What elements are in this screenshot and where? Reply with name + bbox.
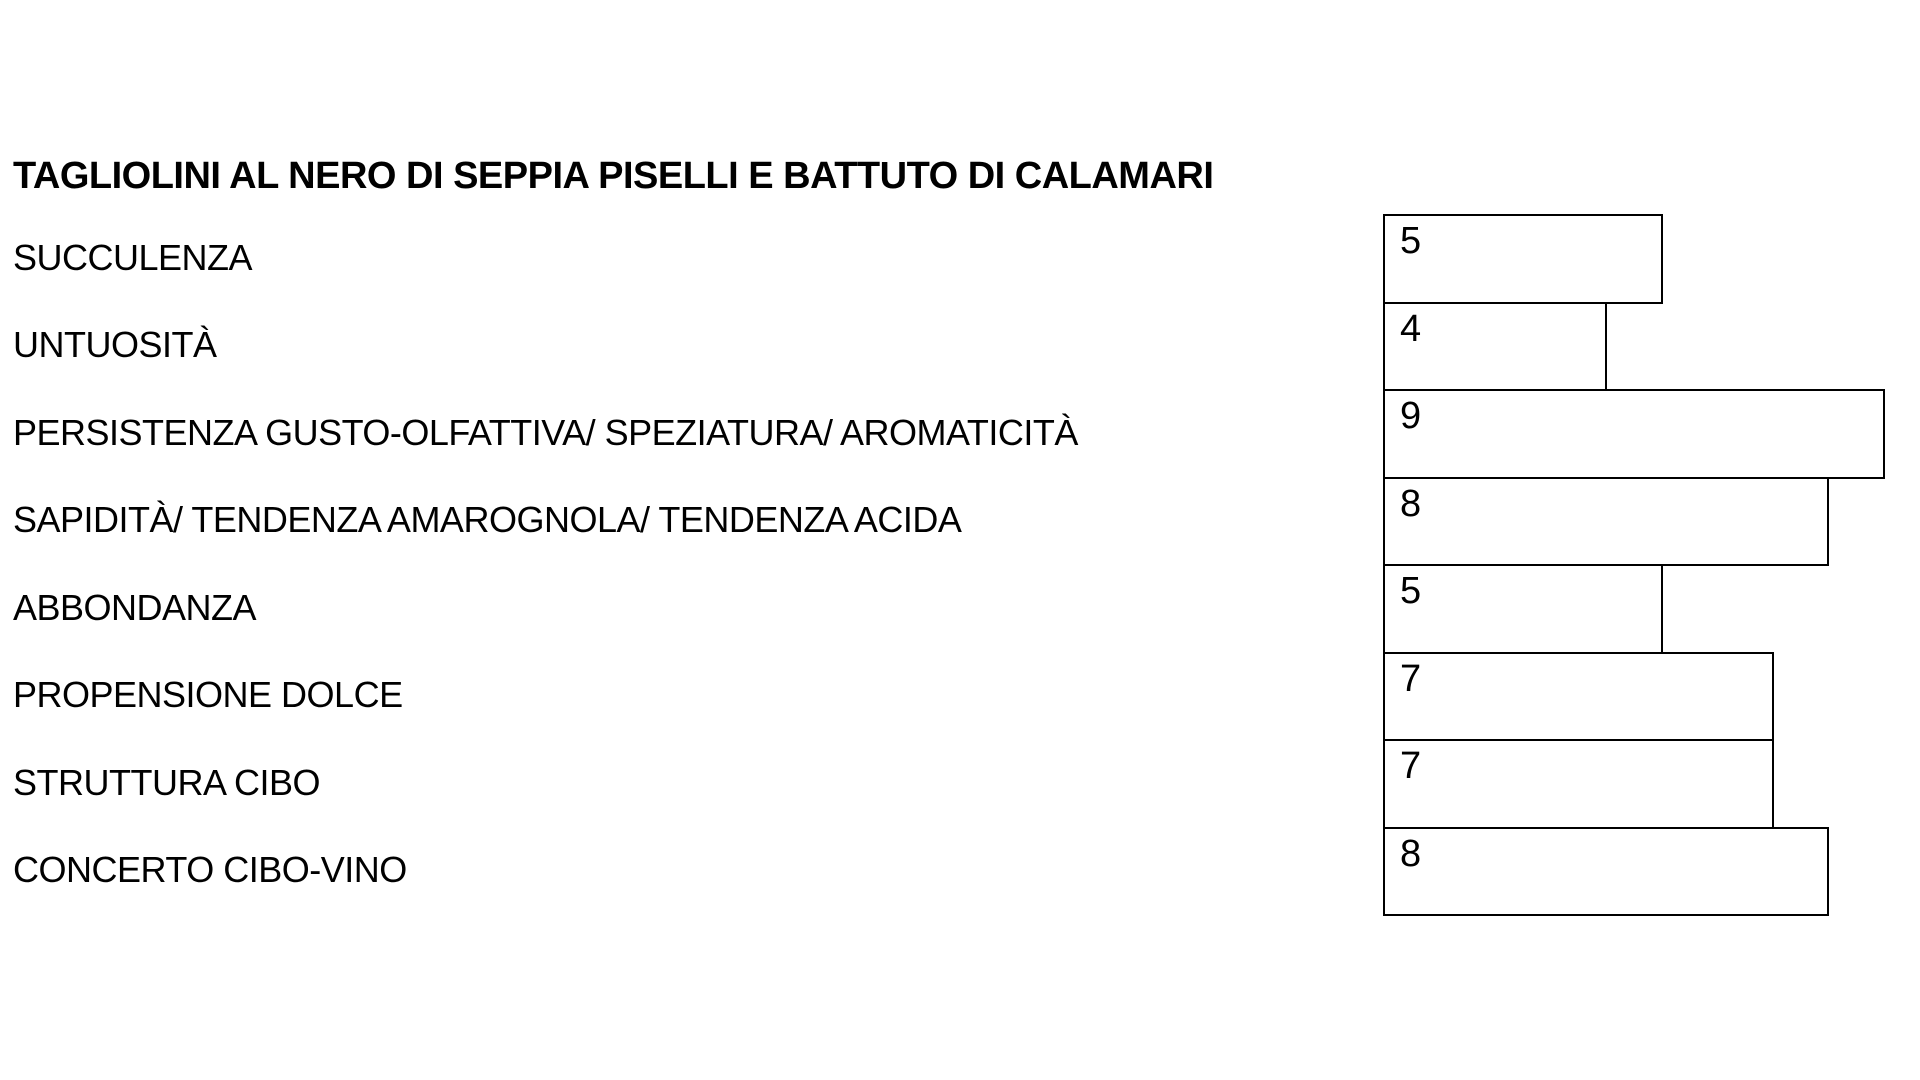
- bar: [1383, 214, 1663, 304]
- category-label: SAPIDITÀ/ TENDENZA AMAROGNOLA/ TENDENZA ACIDA: [13, 499, 962, 541]
- category-label: CONCERTO CIBO-VINO: [13, 849, 407, 891]
- bar-value-label: 9: [1400, 395, 1422, 437]
- bar-value-label: 5: [1400, 570, 1422, 612]
- bar: [1383, 652, 1774, 742]
- category-label: PROPENSIONE DOLCE: [13, 674, 403, 716]
- bar-value-label: 7: [1400, 745, 1422, 787]
- bar: [1383, 739, 1774, 829]
- bar-value-label: 7: [1400, 657, 1422, 700]
- bar-value-label: 8: [1400, 832, 1422, 875]
- bar-value-label: 4: [1400, 307, 1422, 350]
- bar: [1383, 564, 1663, 654]
- bar-value-label: 5: [1400, 220, 1422, 262]
- bar: [1383, 389, 1885, 479]
- bar: [1383, 477, 1829, 567]
- category-label: SUCCULENZA: [13, 236, 253, 278]
- category-label: STRUTTURA CIBO: [13, 761, 321, 803]
- chart-title: TAGLIOLINI AL NERO DI SEPPIA PISELLI E BATTUTO DI CALAMARI: [13, 155, 1214, 197]
- category-label: PERSISTENZA GUSTO-OLFATTIVA/ SPEZIATURA/ AROMATICITÀ: [13, 411, 1078, 453]
- bar: [1383, 302, 1607, 392]
- bar: [1383, 827, 1829, 917]
- category-label: UNTUOSITÀ: [13, 324, 217, 366]
- bar-value-label: 8: [1400, 482, 1422, 525]
- category-label: ABBONDANZA: [13, 586, 257, 628]
